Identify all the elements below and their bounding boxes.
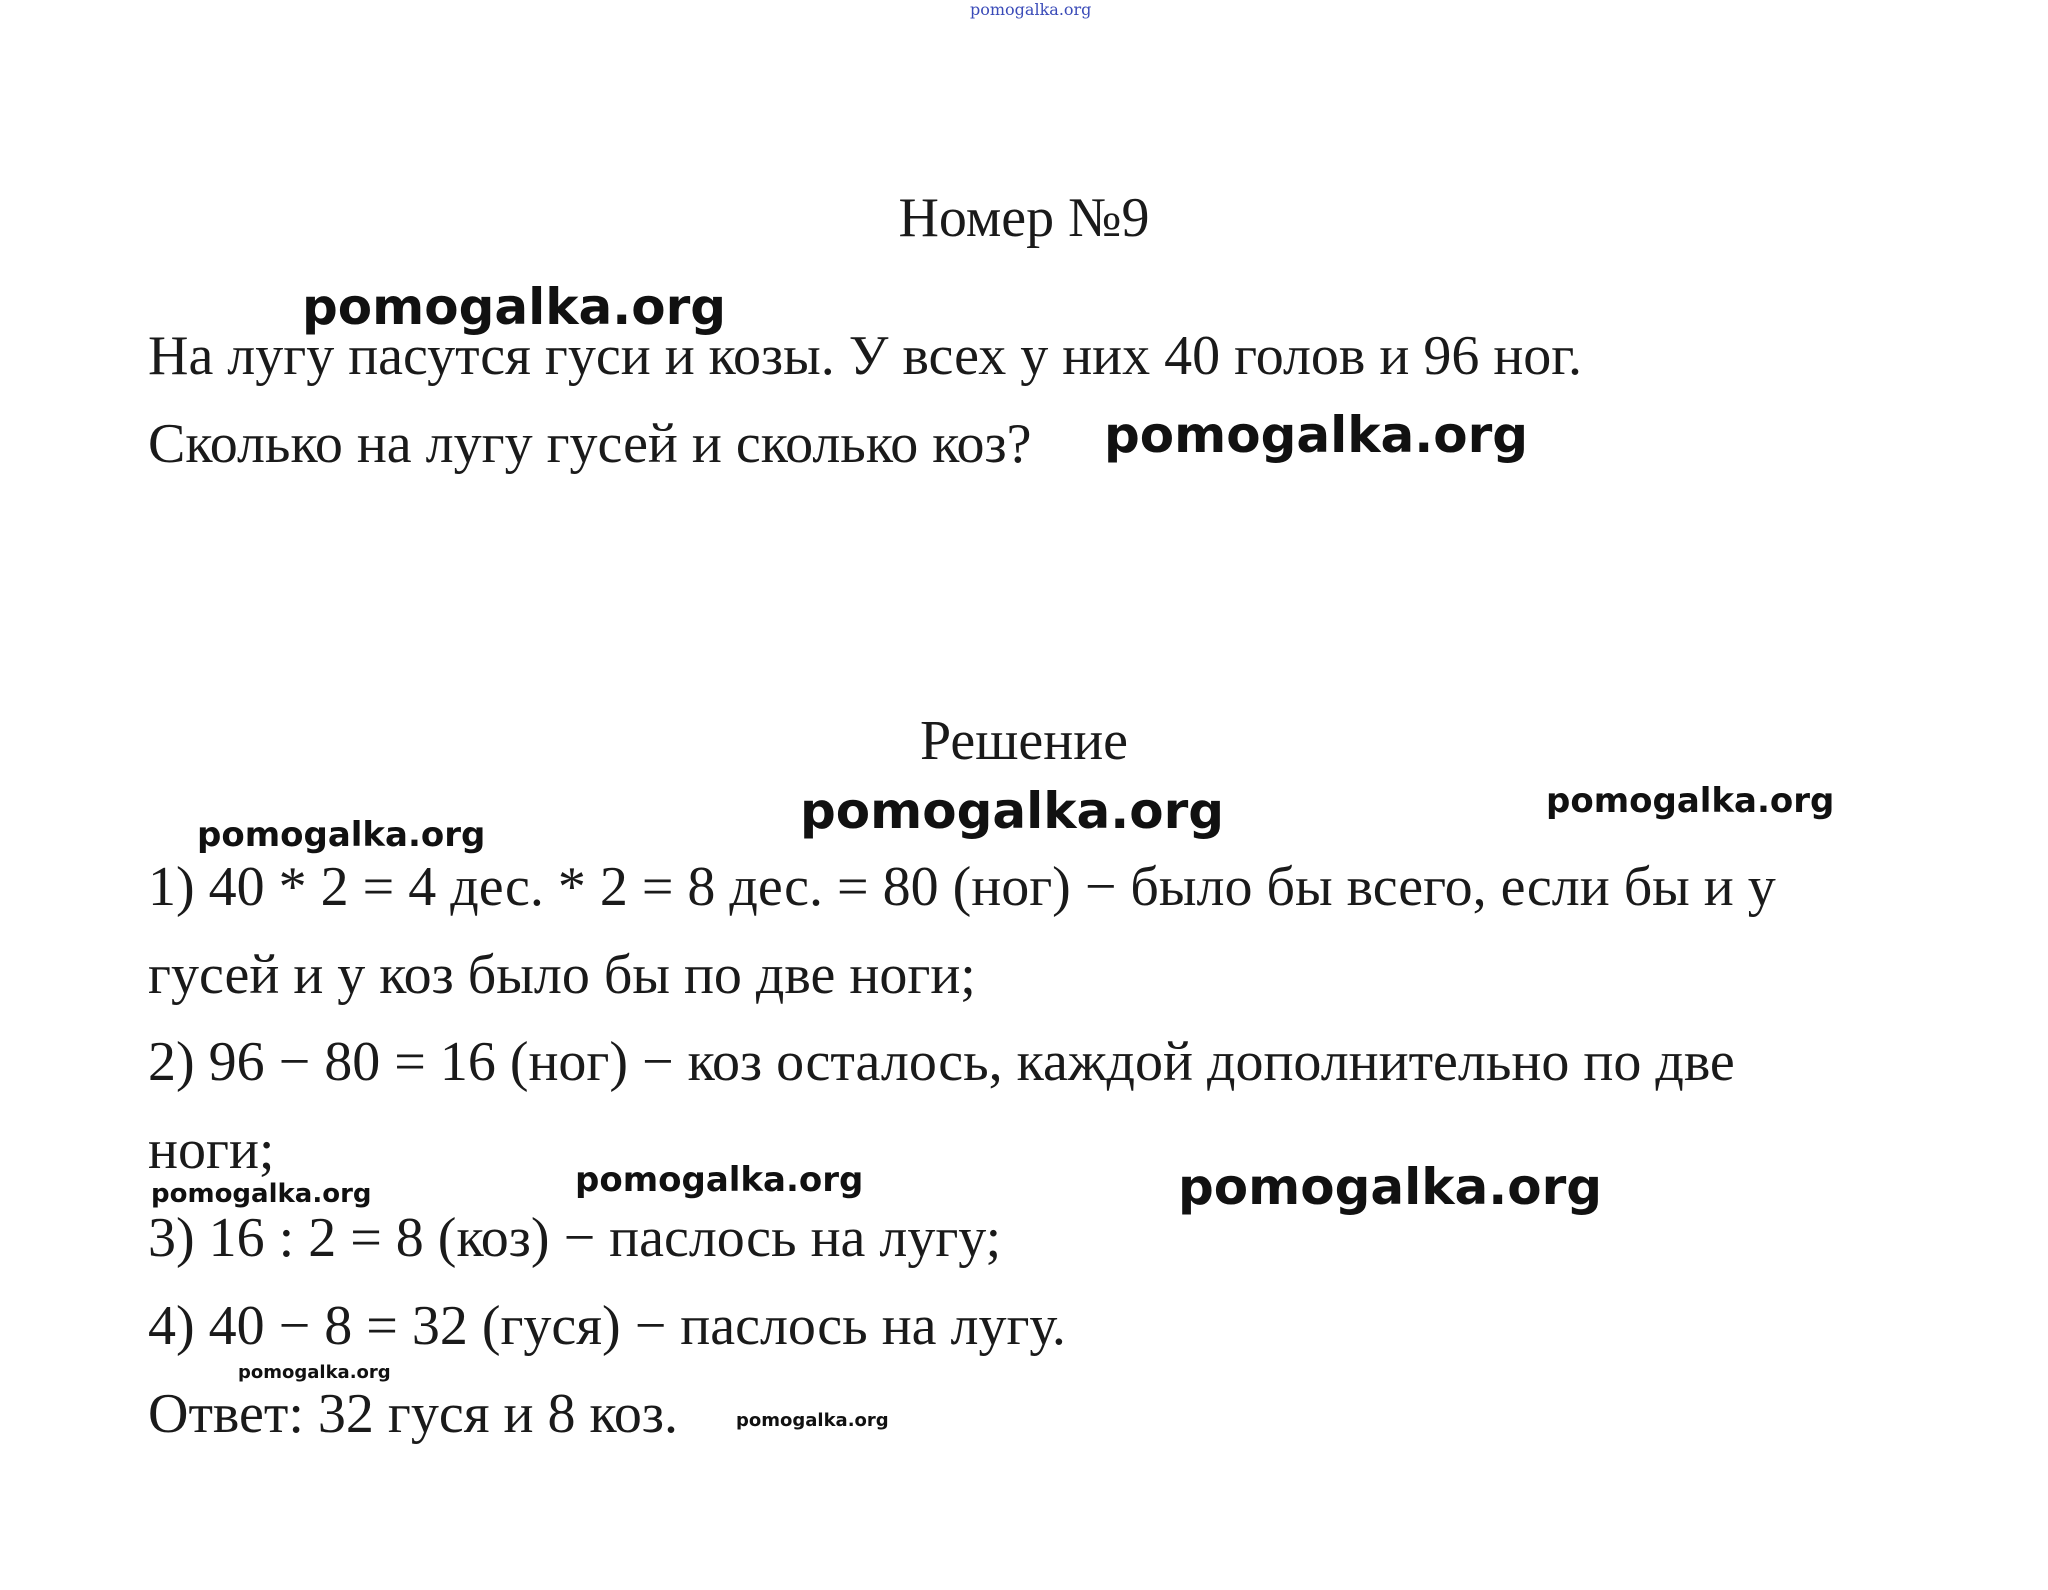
- solution-line-2: гусей и у коз было бы по две ноги;: [148, 944, 976, 1006]
- page-title: Номер №9: [898, 187, 1150, 249]
- solution-line-6: 4) 40 − 8 = 32 (гуся) − паслось на лугу.: [148, 1295, 1066, 1357]
- watermark: pomogalka.org: [1546, 781, 1835, 821]
- watermark: pomogalka.org: [575, 1160, 864, 1200]
- solution-line-1: 1) 40 * 2 = 4 дес. * 2 = 8 дес. = 80 (ног) − было бы всего, если бы и у: [148, 856, 1776, 918]
- watermark: pomogalka.org: [800, 782, 1225, 840]
- solution-line-5: 3) 16 : 2 = 8 (коз) − паслось на лугу;: [148, 1207, 1002, 1269]
- solution-line-3: 2) 96 − 80 = 16 (ног) − коз осталось, каждой дополнительно по две: [148, 1031, 1735, 1093]
- watermark: pomogalka.org: [151, 1179, 372, 1209]
- problem-line-2: Сколько на лугу гусей и сколько коз?: [148, 413, 1032, 475]
- solution-heading: Решение: [919, 710, 1129, 772]
- watermark: pomogalka.org: [1104, 406, 1529, 464]
- watermark: pomogalka.org: [197, 815, 486, 855]
- watermark: pomogalka.org: [302, 278, 727, 336]
- header-watermark: pomogalka.org: [970, 0, 1092, 19]
- watermark: pomogalka.org: [1178, 1158, 1603, 1216]
- problem-line-1: На лугу пасутся гуси и козы. У всех у них 40 голов и 96 ног.: [148, 325, 1582, 387]
- solution-line-4: ноги;: [148, 1119, 275, 1181]
- watermark: pomogalka.org: [238, 1362, 391, 1383]
- answer-line: Ответ: 32 гуся и 8 коз.: [148, 1383, 678, 1445]
- watermark: pomogalka.org: [736, 1410, 889, 1431]
